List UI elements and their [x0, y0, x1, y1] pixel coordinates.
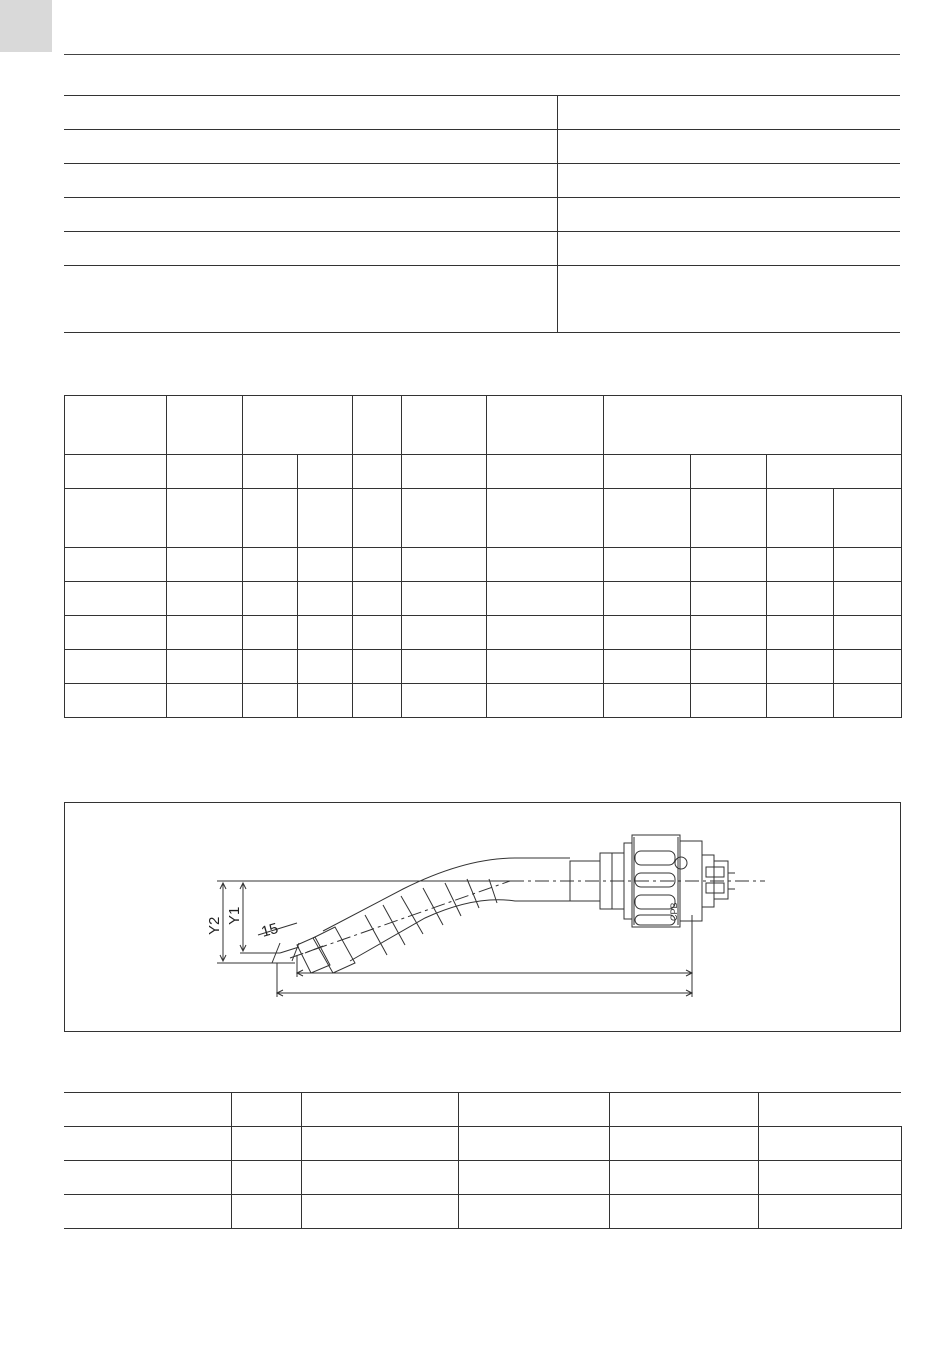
table-row — [64, 164, 900, 198]
torch-neck — [280, 858, 570, 973]
spec-table — [64, 95, 900, 333]
y2-label: Y2 — [206, 916, 223, 935]
connector-mark: CPB — [669, 902, 679, 921]
neck-variant-table — [64, 1092, 902, 1229]
table-row — [64, 232, 900, 266]
drawing-svg — [65, 803, 900, 1031]
y1-label: Y1 — [226, 906, 243, 925]
table-row — [65, 582, 902, 616]
table-row — [64, 1161, 901, 1195]
table-row — [65, 650, 902, 684]
table-header-row — [65, 489, 902, 548]
table-row — [64, 198, 900, 232]
table-row — [64, 266, 900, 333]
torch-neck-drawing — [64, 802, 901, 1032]
table-header-row — [65, 396, 902, 455]
table-row — [64, 1127, 901, 1161]
table-header-row — [64, 1093, 901, 1127]
table-header-row — [65, 455, 902, 489]
dimension-lines — [217, 881, 692, 997]
angle-label: 15 — [259, 919, 281, 941]
corner-tab — [0, 0, 52, 52]
table-row — [64, 130, 900, 164]
header-rule — [64, 54, 900, 55]
table-row — [64, 96, 900, 130]
technical-data-table — [64, 395, 902, 718]
table-row — [65, 616, 902, 650]
table-row — [64, 1195, 901, 1229]
table-row — [65, 548, 902, 582]
table-row — [65, 684, 902, 718]
